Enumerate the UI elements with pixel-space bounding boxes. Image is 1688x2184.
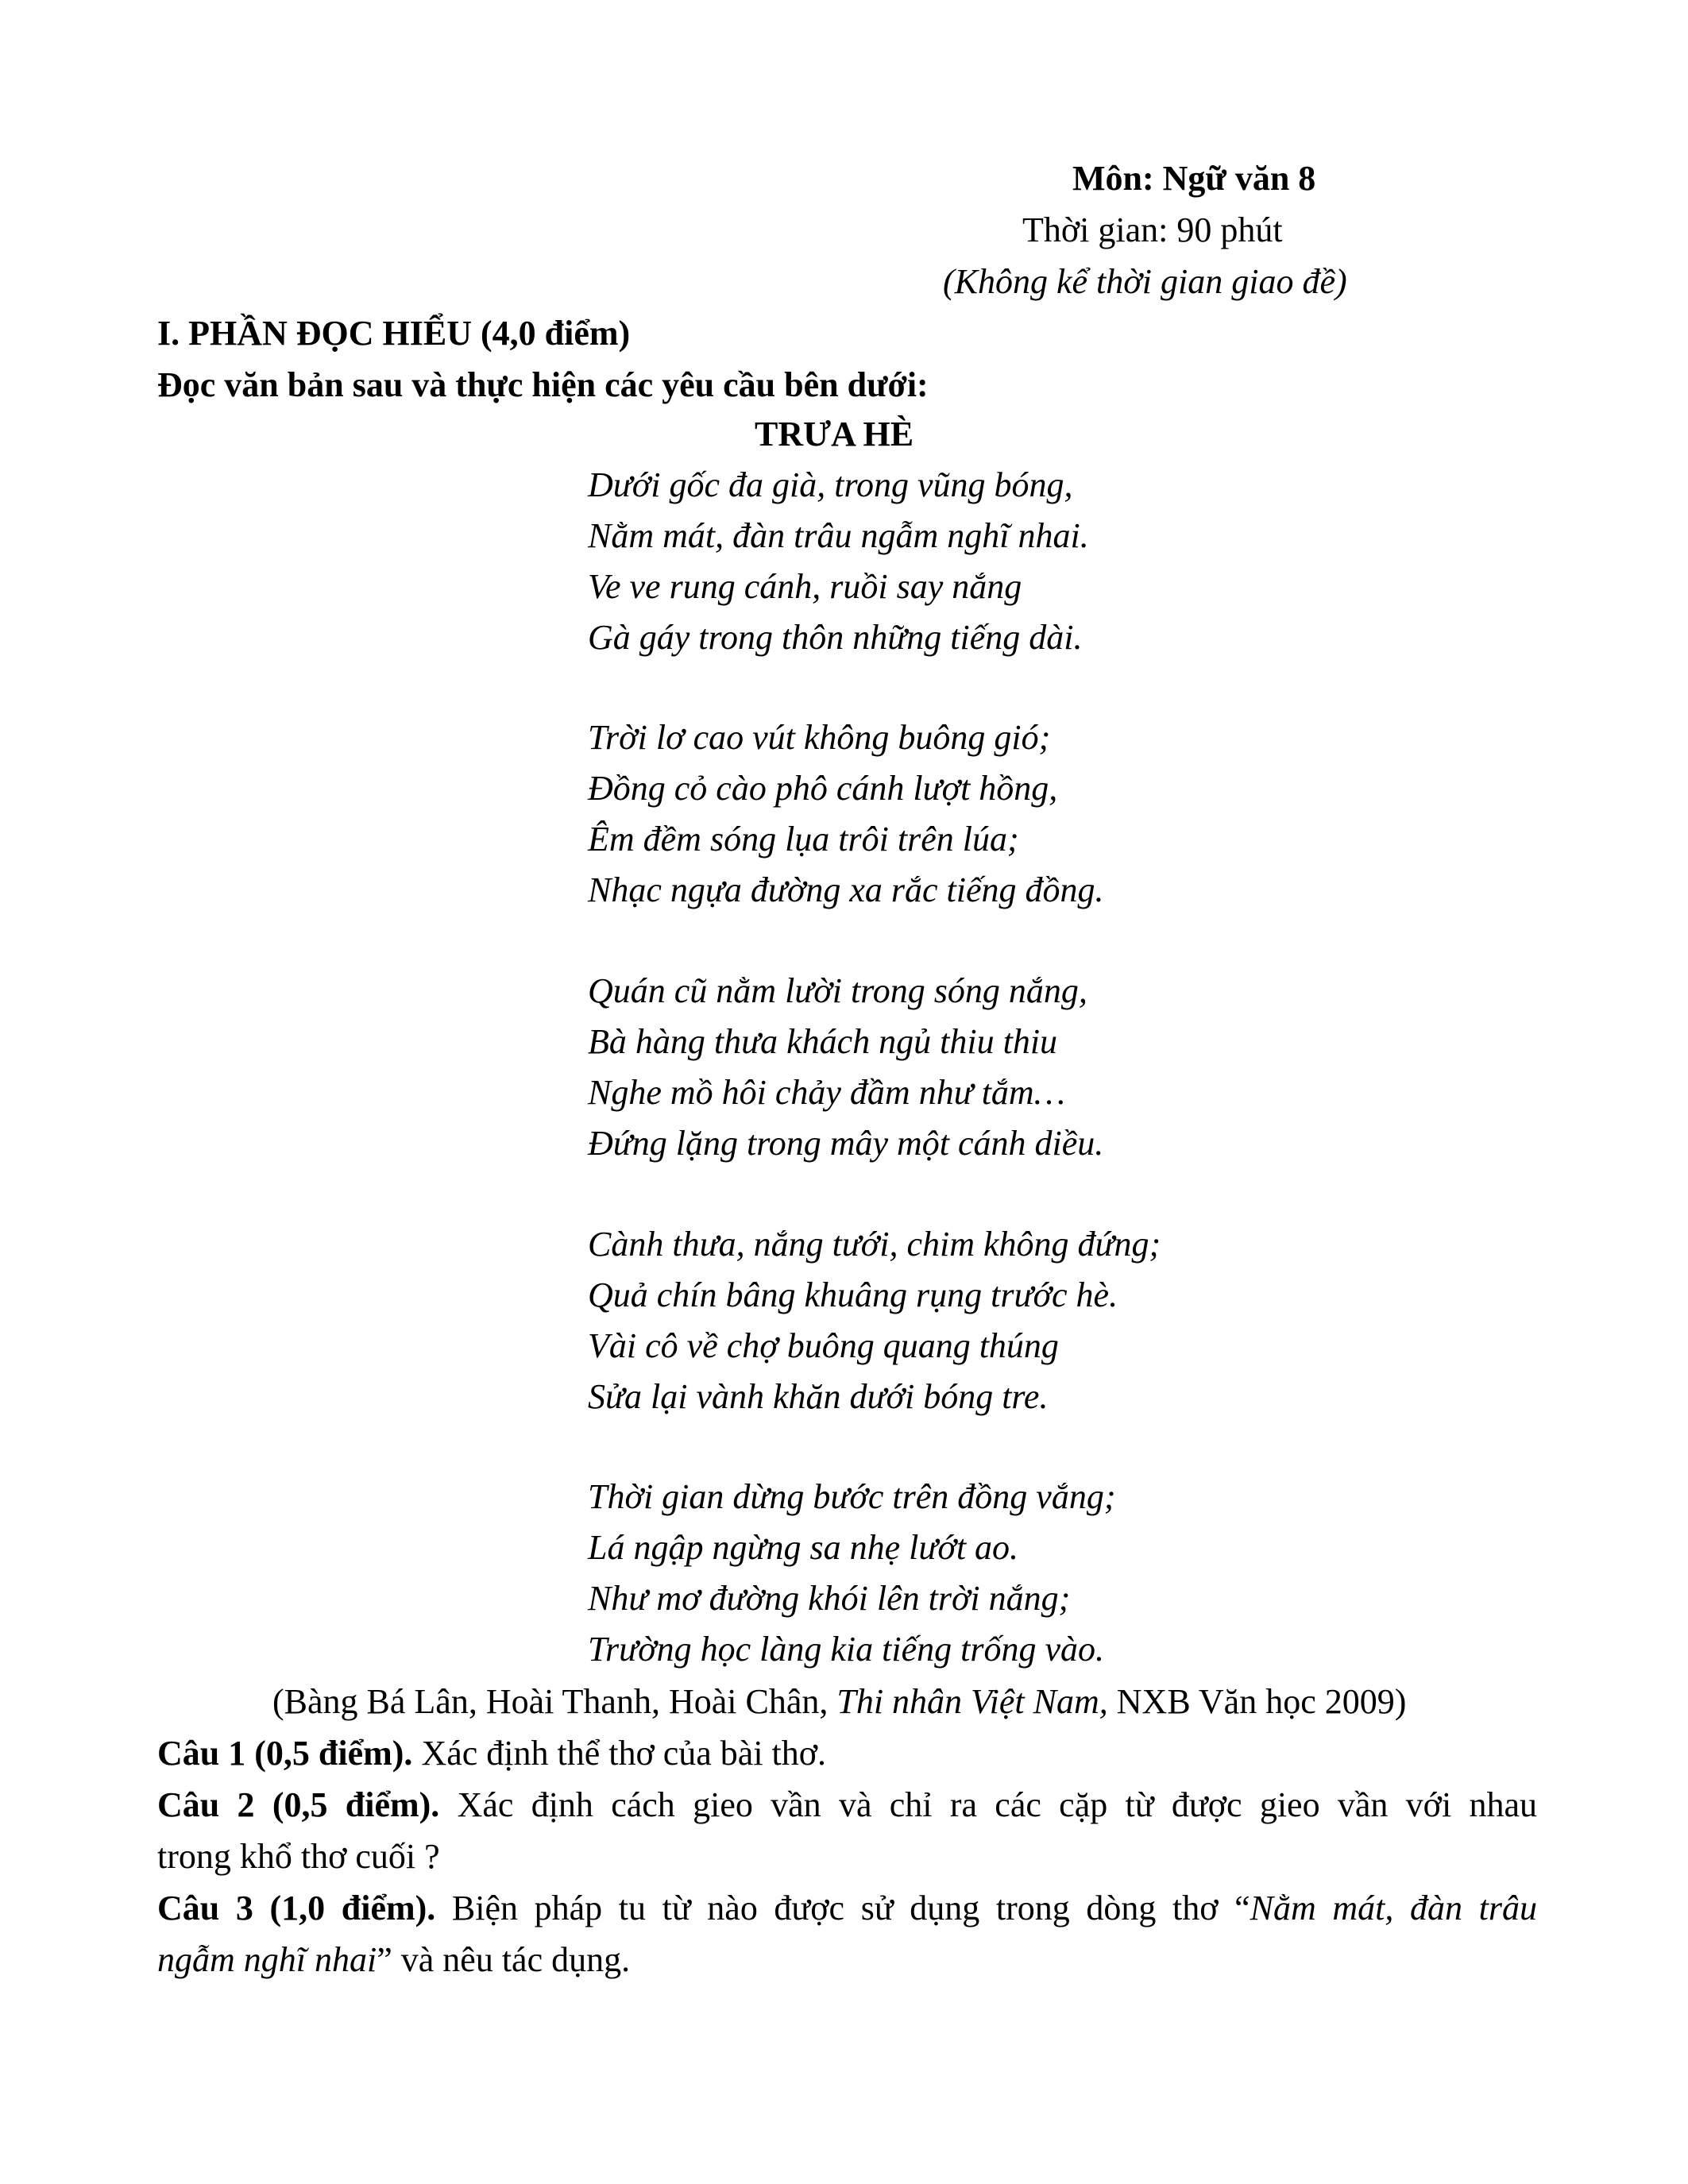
- question-3-quote-cont: ngẫm nghĩ nhai: [157, 1940, 377, 1979]
- time-label: Thời gian: 90 phút: [1022, 210, 1283, 249]
- poem-line: Như mơ đường khói lên trời nắng;: [588, 1579, 1071, 1618]
- time-note: (Không kể thời gian giao đề): [943, 262, 1347, 301]
- section-instruction: Đọc văn bản sau và thực hiện các yêu cầu bên dưới:: [157, 365, 929, 404]
- poem-line: Cành thưa, nắng tưới, chim không đứng;: [588, 1225, 1161, 1264]
- poem-line: Dưới gốc đa già, trong vũng bóng,: [588, 465, 1073, 504]
- question-3-label: Câu 3 (1,0 điểm).: [157, 1889, 436, 1927]
- source-suffix: NXB Văn học 2009): [1107, 1682, 1407, 1721]
- question-3-text: Biện pháp tu từ nào được sử dụng trong dòng thơ “: [435, 1889, 1250, 1927]
- question-2-text: Xác định cách gieo vần và chỉ ra các cặp từ được gieo vần với nhau: [439, 1785, 1537, 1824]
- poem-line: Trường học làng kia tiếng trống vào.: [588, 1630, 1105, 1669]
- poem-line: Gà gáy trong thôn những tiếng dài.: [588, 618, 1083, 657]
- source-citation: [272, 1684, 1406, 1719]
- poem-line: Lá ngập ngừng sa nhẹ lướt ao.: [588, 1528, 1019, 1567]
- poem-title: TRƯA HÈ: [755, 415, 914, 453]
- poem-line: Bà hàng thưa khách ngủ thiu thiu: [588, 1022, 1058, 1061]
- poem-line: Đứng lặng trong mây một cánh diều.: [588, 1124, 1104, 1163]
- poem-line: Quả chín bâng khuâng rụng trước hè.: [588, 1275, 1118, 1314]
- subject-label: Môn: Ngữ văn 8: [1072, 159, 1316, 198]
- question-3-text-cont: ” và nêu tác dụng.: [377, 1940, 631, 1979]
- question-3-line-2: [157, 1940, 631, 1979]
- source-prefix: (Bàng Bá Lân, Hoài Thanh, Hoài Chân,: [272, 1682, 837, 1721]
- poem-line: Nghe mồ hôi chảy đầm như tắm…: [588, 1073, 1065, 1112]
- question-2-line-2: trong khổ thơ cuối ?: [157, 1837, 440, 1876]
- question-1: [157, 1736, 826, 1771]
- question-1-text: Xác định thể thơ của bài thơ.: [412, 1734, 827, 1773]
- question-3-line-1: [157, 1891, 1537, 1926]
- poem-line: Nằm mát, đàn trâu ngẫm nghĩ nhai.: [588, 516, 1089, 555]
- poem-line: Nhạc ngựa đường xa rắc tiếng đồng.: [588, 870, 1104, 909]
- poem-line: Quán cũ nằm lười trong sóng nắng,: [588, 971, 1087, 1010]
- poem-line: Thời gian dừng bước trên đồng vắng;: [588, 1477, 1116, 1516]
- poem-line: Vài cô về chợ buông quang thúng: [588, 1326, 1059, 1365]
- poem-line: Ve ve rung cánh, ruồi say nắng: [588, 567, 1022, 606]
- poem-line: Trời lơ cao vút không buông gió;: [588, 718, 1051, 757]
- question-2-line-1: [157, 1785, 1537, 1824]
- source-book-title: Thi nhân Việt Nam,: [836, 1682, 1108, 1721]
- poem-line: Êm đềm sóng lụa trôi trên lúa;: [588, 820, 1019, 859]
- question-1-label: Câu 1 (0,5 điểm).: [157, 1734, 413, 1773]
- poem-line: Sửa lại vành khăn dưới bóng tre.: [588, 1377, 1049, 1416]
- poem-line: Đồng cỏ cào phô cánh lượt hồng,: [588, 769, 1058, 808]
- section-heading: I. PHẦN ĐỌC HIỂU (4,0 điểm): [157, 314, 631, 353]
- question-2-label: Câu 2 (0,5 điểm).: [157, 1785, 440, 1824]
- question-3-quote: Nằm mát, đàn trâu: [1250, 1889, 1537, 1927]
